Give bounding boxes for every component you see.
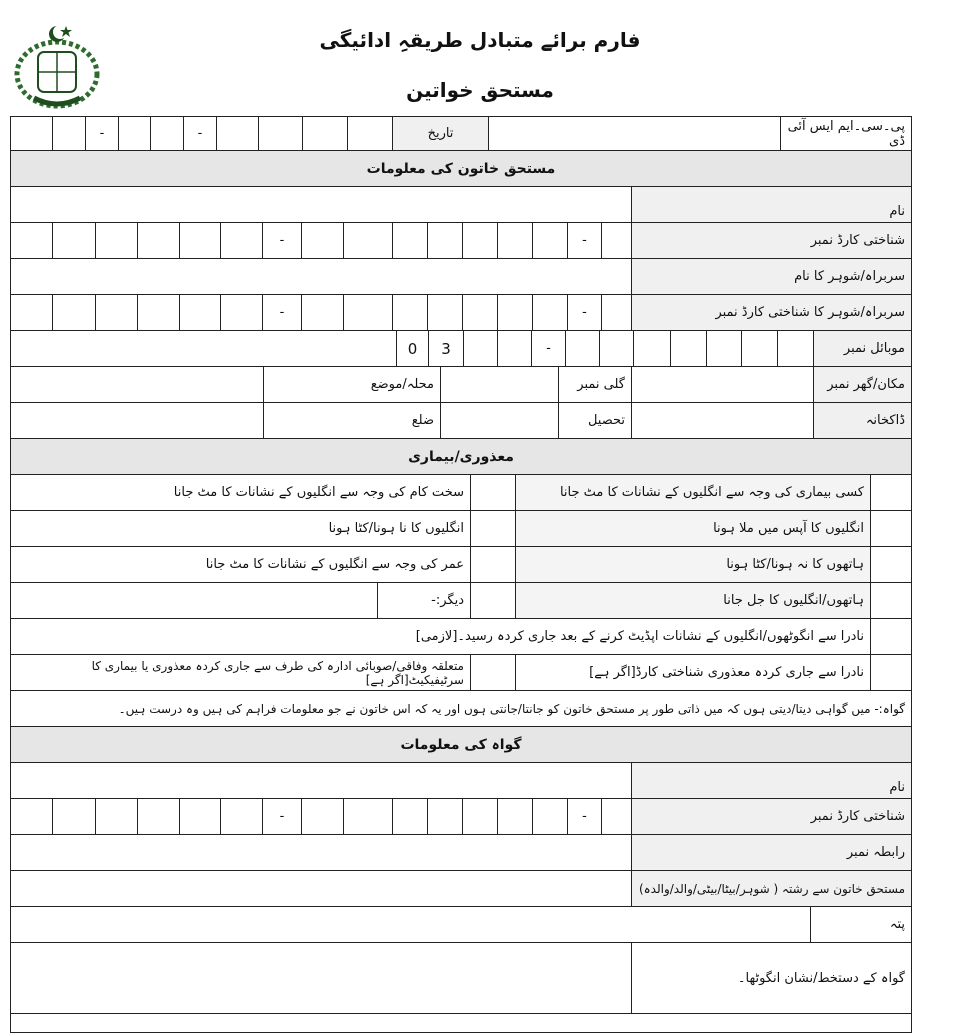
checkbox-opt2-left[interactable]: [470, 510, 516, 547]
date-separator: -: [183, 116, 217, 151]
cnic-digit-box[interactable]: [601, 294, 632, 331]
cnic-digit-box[interactable]: [601, 798, 632, 835]
witness-address-label: پتہ: [810, 906, 912, 943]
mobile-empty-area: [10, 330, 397, 367]
cnic-separator: -: [262, 294, 302, 331]
cnic-digit-box[interactable]: [532, 222, 568, 259]
tehsil-input[interactable]: [440, 402, 559, 439]
cnic-digit-box[interactable]: [301, 222, 344, 259]
cnic-separator: -: [567, 798, 602, 835]
opt2-left-label: انگلیوں کا نا ہونا/کٹا ہونا: [10, 510, 471, 547]
post-office-label: ڈاکخانہ: [813, 402, 912, 439]
checkbox-opt3-left[interactable]: [470, 546, 516, 583]
other-input[interactable]: [10, 582, 378, 619]
witness-signature-area[interactable]: [10, 942, 632, 1014]
checkbox-opt2-right[interactable]: [870, 510, 912, 547]
dept-cert-label: متعلقہ وفاقی/صوبائی ادارہ کی طرف سے جاری کردہ معذوری یا بیماری کا سرٹیفیکیٹ[اگر ہے]: [10, 654, 471, 691]
cnic-digit-box[interactable]: [220, 294, 263, 331]
cnic-digit-box[interactable]: [427, 222, 463, 259]
disability-section-title: معذوری/بیماری: [10, 438, 912, 475]
cnic-digit-box[interactable]: [220, 222, 263, 259]
opt2-right-label: انگلیوں کا آپس میں ملا ہونا: [515, 510, 871, 547]
checkbox-opt4-left[interactable]: [470, 582, 516, 619]
house-number-label: مکان/گھر نمبر: [813, 366, 912, 403]
cnic-digit-box[interactable]: [497, 222, 533, 259]
cnic-digit-box[interactable]: [392, 798, 428, 835]
cnic-digit-box[interactable]: [52, 798, 96, 835]
date-box[interactable]: [150, 116, 184, 151]
mobile-box[interactable]: [497, 330, 532, 367]
witness-contact-input[interactable]: [10, 834, 632, 871]
nadra-card-label: نادرا سے جاری کردہ معذوری شناختی کارڈ[اگر ہے]: [515, 654, 871, 691]
opt1-left-label: سخت کام کی وجہ سے انگلیوں کے نشانات کا مٹ جانا: [10, 474, 471, 511]
date-separator: -: [85, 116, 119, 151]
witness-cnic-label: شناختی کارڈ نمبر: [631, 798, 912, 835]
cnic-digit-box[interactable]: [95, 798, 138, 835]
opt1-right-label: کسی بیماری کی وجہ سے انگلیوں کے نشانات کا مٹ جانا: [515, 474, 871, 511]
mobile-box[interactable]: [633, 330, 671, 367]
cnic-digit-box[interactable]: [179, 798, 221, 835]
cnic-digit-box[interactable]: [532, 798, 568, 835]
mobile-label: موبائل نمبر: [813, 330, 912, 367]
pc-mis-id-label: پی۔سی۔ایم ایس آئی ڈی: [780, 116, 912, 151]
opt3-left-label: عمر کی وجہ سے انگلیوں کے نشانات کا مٹ جانا: [10, 546, 471, 583]
cnic-separator: -: [262, 798, 302, 835]
form-title: فارم برائے متبادل طریقہِ ادائیگی: [319, 28, 641, 52]
checkbox-opt1-left[interactable]: [470, 474, 516, 511]
cnic-digit-box[interactable]: [10, 222, 53, 259]
cnic-digit-box[interactable]: [601, 222, 632, 259]
cnic-digit-box[interactable]: [301, 798, 344, 835]
cnic-digit-box[interactable]: [462, 798, 498, 835]
witness-name-label: نام: [631, 762, 912, 799]
date-box[interactable]: [216, 116, 259, 151]
cnic-digit-box[interactable]: [343, 798, 393, 835]
date-label: تاریخ: [392, 116, 489, 151]
mohalla-input[interactable]: [10, 366, 264, 403]
cnic-separator: -: [262, 222, 302, 259]
cnic-digit-box[interactable]: [343, 222, 393, 259]
witness-relation-input[interactable]: [10, 870, 632, 907]
mobile-box[interactable]: [599, 330, 634, 367]
mobile-box[interactable]: [741, 330, 778, 367]
date-box[interactable]: [347, 116, 393, 151]
state-emblem-icon: [12, 22, 102, 110]
pc-mis-id-input[interactable]: [488, 116, 781, 151]
mobile-box[interactable]: [463, 330, 498, 367]
district-input[interactable]: [10, 402, 264, 439]
form-subtitle: مستحق خواتین: [406, 78, 554, 102]
opt3-right-label: ہاتھوں کا نہ ہونا/کٹا ہونا: [515, 546, 871, 583]
mobile-box[interactable]: [565, 330, 600, 367]
witness-signature-label: گواہ کے دستخط/نشان انگوٹھا۔: [631, 942, 912, 1014]
checkbox-nadra-receipt[interactable]: [870, 618, 912, 655]
cnic-digit-box[interactable]: [137, 798, 180, 835]
cnic-digit-box[interactable]: [10, 294, 53, 331]
date-box[interactable]: [302, 116, 348, 151]
cnic-digit-box[interactable]: [462, 294, 498, 331]
cnic-digit-box[interactable]: [497, 294, 533, 331]
opt4-right-label: ہاتھوں/انگلیوں کا جل جانا: [515, 582, 871, 619]
cnic-digit-box[interactable]: [392, 294, 428, 331]
cnic-digit-box[interactable]: [220, 798, 263, 835]
street-number-label: گلی نمبر: [558, 366, 632, 403]
checkbox-opt1-right[interactable]: [870, 474, 912, 511]
cnic-digit-box[interactable]: [95, 222, 138, 259]
cnic-digit-box[interactable]: [95, 294, 138, 331]
witness-name-input[interactable]: [10, 762, 632, 799]
cnic-digit-box[interactable]: [52, 222, 96, 259]
beneficiary-name-label: نام: [631, 186, 912, 223]
date-box[interactable]: [258, 116, 303, 151]
cnic-separator: -: [567, 222, 602, 259]
cnic-digit-box[interactable]: [497, 798, 533, 835]
husband-cnic-label: سربراہ/شوہر کا شناختی کارڈ نمبر: [631, 294, 912, 331]
date-box[interactable]: [10, 116, 53, 151]
cnic-digit-box[interactable]: [462, 222, 498, 259]
beneficiary-cnic-label: شناختی کارڈ نمبر: [631, 222, 912, 259]
witness-address-input[interactable]: [10, 906, 811, 943]
cnic-digit-box[interactable]: [137, 294, 180, 331]
cnic-digit-box[interactable]: [392, 222, 428, 259]
husband-name-label: سربراہ/شوہر کا نام: [631, 258, 912, 295]
witness-statement: گواہ:- میں گواہی دیتا/دیتی ہوں کہ میں ذاتی طور پر مستحق خاتون کو جانتا/جانتی ہوں اور یہ کہ اس خاتون نے جو معلومات فراہم کی ہیں وہ درست ہیں۔: [10, 690, 912, 727]
district-label: ضلع: [263, 402, 441, 439]
next-section-edge: [10, 1013, 912, 1033]
other-label: دیگر:-: [377, 582, 471, 619]
house-number-input[interactable]: [631, 366, 814, 403]
cnic-digit-box[interactable]: [343, 294, 393, 331]
mobile-box[interactable]: [777, 330, 814, 367]
cnic-digit-box[interactable]: [179, 222, 221, 259]
mobile-box[interactable]: [706, 330, 742, 367]
cnic-digit-box[interactable]: [137, 222, 180, 259]
mobile-separator: -: [531, 330, 566, 367]
mobile-prefix-0: 0: [396, 330, 429, 367]
mobile-prefix-3: 3: [428, 330, 464, 367]
checkbox-opt3-right[interactable]: [870, 546, 912, 583]
husband-name-input[interactable]: [10, 258, 632, 295]
beneficiary-section-title: مستحق خاتون کی معلومات: [10, 150, 912, 187]
cnic-digit-box[interactable]: [52, 294, 96, 331]
witness-contact-label: رابطہ نمبر: [631, 834, 912, 871]
cnic-digit-box[interactable]: [532, 294, 568, 331]
cnic-digit-box[interactable]: [301, 294, 344, 331]
mohalla-label: محلہ/موضع: [263, 366, 441, 403]
checkbox-nadra-card[interactable]: [870, 654, 912, 691]
cnic-digit-box[interactable]: [427, 294, 463, 331]
cnic-digit-box[interactable]: [10, 798, 53, 835]
tehsil-label: تحصیل: [558, 402, 632, 439]
mobile-box[interactable]: [670, 330, 707, 367]
cnic-separator: -: [567, 294, 602, 331]
date-box[interactable]: [52, 116, 86, 151]
cnic-digit-box[interactable]: [179, 294, 221, 331]
checkbox-dept-cert[interactable]: [470, 654, 516, 691]
street-number-input[interactable]: [440, 366, 559, 403]
post-office-input[interactable]: [631, 402, 814, 439]
witness-relation-label: مستحق خاتون سے رشتہ ( شوہر/بیٹا/بیٹی/والد/والدہ): [631, 870, 912, 907]
nadra-receipt-label: نادرا سے انگوٹھوں/انگلیوں کے نشانات اپڈیٹ کرنے کے بعد جاری کردہ رسید۔[لازمی]: [10, 618, 871, 655]
witness-section-title: گواہ کی معلومات: [10, 726, 912, 763]
cnic-digit-box[interactable]: [427, 798, 463, 835]
date-box[interactable]: [118, 116, 151, 151]
beneficiary-name-input[interactable]: [10, 186, 632, 223]
checkbox-opt4-right[interactable]: [870, 582, 912, 619]
